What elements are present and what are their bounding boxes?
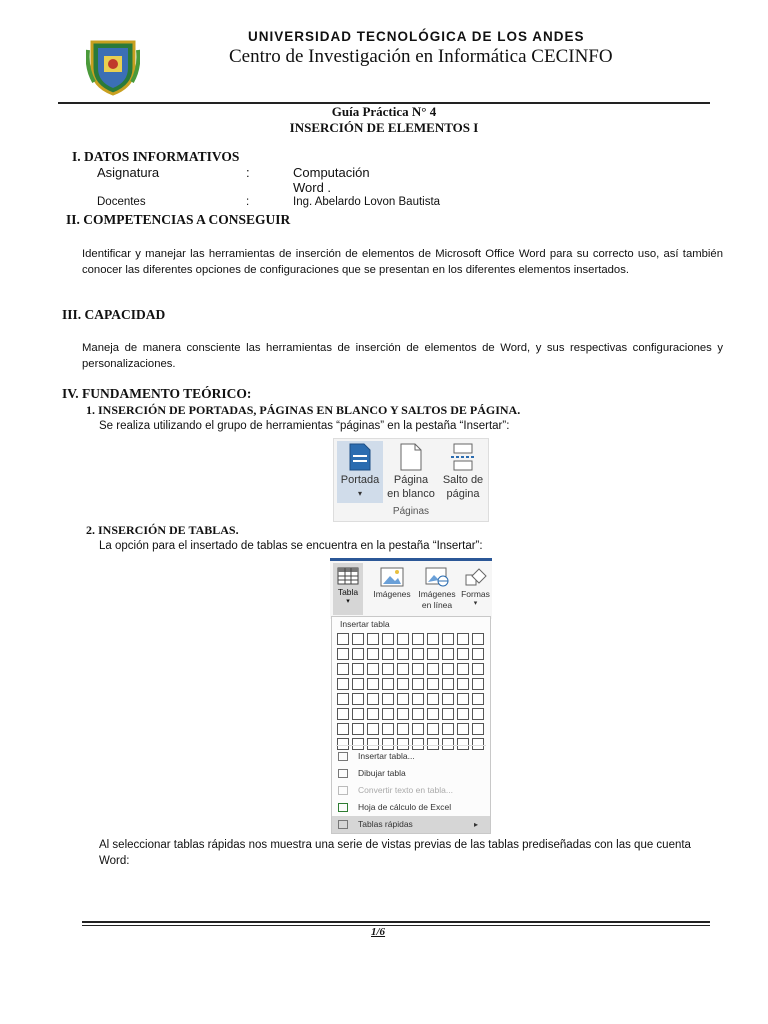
- table-grid-cell[interactable]: [427, 708, 439, 720]
- asignatura-label: Asignatura: [97, 165, 160, 180]
- pagina-en-blanco-label-1: Página: [393, 474, 429, 486]
- subsection-tablas-body: La opción para el insertado de tablas se encuentra en la pestaña “Insertar”:: [99, 540, 483, 552]
- submenu-arrow-icon: ▸: [474, 820, 479, 829]
- table-grid-cell[interactable]: [442, 708, 454, 720]
- table-grid-cell[interactable]: [397, 708, 409, 720]
- table-grid-cell[interactable]: [412, 723, 424, 735]
- section-heading-competencias: II. COMPETENCIAS A CONSEGUIR: [66, 212, 291, 227]
- table-grid-cell[interactable]: [382, 693, 394, 705]
- table-grid-cell[interactable]: [367, 633, 379, 645]
- table-grid-cell[interactable]: [442, 663, 454, 675]
- section-heading-fundamento: IV. FUNDAMENTO TEÓRICO:: [62, 386, 252, 401]
- page-number: 1/6: [371, 926, 386, 938]
- formas-label: Formas: [461, 589, 490, 599]
- table-grid-cell[interactable]: [367, 648, 379, 660]
- menu-item-label: Tablas rápidas: [358, 819, 413, 829]
- table-grid-cell[interactable]: [427, 648, 439, 660]
- page-break-icon: [450, 443, 476, 471]
- menu-separator: [336, 745, 486, 746]
- table-grid-cell[interactable]: [427, 678, 439, 690]
- table-grid-cell[interactable]: [397, 663, 409, 675]
- menu-item-insertar-tabla[interactable]: [332, 748, 490, 765]
- capacidad-body: Maneja de manera consciente las herramientas de inserción de elementos de Word, y sus respectivas configuraciones y personalizaciones.: [82, 342, 723, 370]
- excel-sheet-icon: [338, 803, 348, 812]
- subsection-tablas-heading: 2. INSERCIÓN DE TABLAS.: [86, 523, 239, 537]
- salto-de-pagina-label-1: Salto de: [442, 474, 484, 486]
- table-grid-cell[interactable]: [382, 633, 394, 645]
- table-grid-cell[interactable]: [457, 693, 469, 705]
- imagenes-en-linea-button[interactable]: [416, 563, 458, 615]
- portada-label: Portada: [340, 474, 380, 486]
- table-grid-cell[interactable]: [442, 693, 454, 705]
- table-grid-cell[interactable]: [352, 723, 364, 735]
- table-grid-cell[interactable]: [472, 708, 484, 720]
- footer-divider-bottom: [82, 925, 710, 926]
- footer-divider-top: [82, 921, 710, 923]
- table-grid-cell[interactable]: [427, 633, 439, 645]
- guide-topic: INSERCIÓN DE ELEMENTOS I: [289, 120, 479, 135]
- formas-arrow-icon: ▾: [473, 600, 478, 607]
- asignatura-value-2: Word .: [293, 180, 332, 195]
- quick-tables-icon: [338, 820, 348, 829]
- competencias-body: Identificar y manejar las herramientas de inserción de elementos de Microsoft Office Word para su correcto uso, así también conocer las diferentes opciones de configuraciones que se presentan en los diferentes elementos insertados.: [82, 248, 723, 276]
- menu-title: Insertar tabla: [340, 619, 390, 629]
- pagina-en-blanco-button[interactable]: [385, 441, 437, 503]
- subsection-portadas-heading: 1. INSERCIÓN DE PORTADAS, PÁGINAS EN BLANCO Y SALTOS DE PÁGINA.: [86, 403, 521, 417]
- portada-button[interactable]: [337, 441, 383, 503]
- menu-item-hoja-excel[interactable]: [332, 799, 490, 816]
- table-grid-cell[interactable]: [352, 693, 364, 705]
- table-grid-cell[interactable]: [382, 723, 394, 735]
- table-grid-cell[interactable]: [352, 663, 364, 675]
- table-grid-cell[interactable]: [472, 633, 484, 645]
- docentes-value: Ing. Abelardo Lovon Bautista: [293, 196, 441, 208]
- table-grid-cell[interactable]: [472, 693, 484, 705]
- table-grid-cell[interactable]: [382, 708, 394, 720]
- table-grid-cell[interactable]: [412, 648, 424, 660]
- table-grid-cell[interactable]: [397, 693, 409, 705]
- table-grid-cell[interactable]: [382, 648, 394, 660]
- table-grid-cell[interactable]: [427, 663, 439, 675]
- table-grid-cell[interactable]: [382, 678, 394, 690]
- menu-item-label: Dibujar tabla: [358, 768, 406, 778]
- table-grid-cell[interactable]: [337, 708, 349, 720]
- guide-title: Guía Práctica N° 4: [331, 104, 437, 119]
- shapes-icon: [464, 567, 488, 587]
- table-grid-cell[interactable]: [412, 633, 424, 645]
- online-picture-icon: [425, 567, 449, 587]
- table-grid-cell[interactable]: [337, 663, 349, 675]
- convert-text-icon: [338, 786, 348, 795]
- paginas-group-label: Páginas: [392, 506, 430, 517]
- table-grid-cell[interactable]: [397, 678, 409, 690]
- table-grid-cell[interactable]: [472, 648, 484, 660]
- table-size-grid[interactable]: [337, 633, 484, 750]
- table-grid-cell[interactable]: [367, 723, 379, 735]
- menu-item-label: Hoja de cálculo de Excel: [358, 802, 452, 812]
- table-grid-cell[interactable]: [457, 708, 469, 720]
- blank-page-icon: [400, 443, 422, 471]
- table-grid-cell[interactable]: [337, 678, 349, 690]
- table-grid-cell[interactable]: [397, 648, 409, 660]
- docentes-label: Docentes: [97, 196, 146, 208]
- university-crest-icon: [86, 38, 140, 96]
- table-grid-cell[interactable]: [472, 723, 484, 735]
- table-grid-cell[interactable]: [352, 633, 364, 645]
- docentes-colon: :: [246, 196, 250, 208]
- table-grid-cell[interactable]: [352, 648, 364, 660]
- table-grid-cell[interactable]: [367, 678, 379, 690]
- portada-arrow-icon: ▾: [357, 489, 362, 498]
- table-grid-cell[interactable]: [412, 663, 424, 675]
- university-name: UNIVERSIDAD TECNOLÓGICA DE LOS ANDES: [248, 29, 585, 44]
- table-grid-cell[interactable]: [337, 693, 349, 705]
- menu-item-dibujar-tabla[interactable]: [332, 765, 490, 782]
- imagenes-en-linea-label-2: en línea: [421, 600, 453, 610]
- table-grid-cell[interactable]: [367, 663, 379, 675]
- center-name: Centro de Investigación en Informática CECINFO: [229, 46, 613, 67]
- table-grid-cell[interactable]: [472, 678, 484, 690]
- table-grid-cell[interactable]: [412, 693, 424, 705]
- table-grid-cell[interactable]: [412, 708, 424, 720]
- table-grid-cell[interactable]: [442, 633, 454, 645]
- insertar-tabla-menu: [331, 616, 491, 834]
- quick-tables-description: Al seleccionar tablas rápidas nos muestra una serie de vistas previas de las tablas prediseñadas con las que cuenta Word:: [99, 839, 691, 867]
- asignatura-colon: :: [246, 165, 250, 180]
- portada-icon: [349, 443, 371, 471]
- draw-table-icon: [338, 769, 348, 778]
- ribbon-ilustraciones: [330, 558, 492, 619]
- table-grid-cell[interactable]: [442, 648, 454, 660]
- menu-item-convertir-texto[interactable]: [332, 782, 490, 799]
- tabla-button[interactable]: [333, 563, 363, 615]
- table-grid-cell[interactable]: [397, 723, 409, 735]
- subsection-portadas-body: Se realiza utilizando el grupo de herramientas “páginas” en la pestaña “Insertar”:: [99, 420, 510, 432]
- imagenes-label: Imágenes: [373, 589, 411, 599]
- table-grid-cell[interactable]: [472, 663, 484, 675]
- formas-button[interactable]: [459, 563, 492, 615]
- picture-icon: [380, 567, 404, 587]
- table-grid-cell[interactable]: [352, 678, 364, 690]
- table-grid-cell[interactable]: [457, 723, 469, 735]
- section-heading-capacidad: III. CAPACIDAD: [62, 307, 166, 322]
- table-grid-cell[interactable]: [337, 633, 349, 645]
- table-grid-cell[interactable]: [427, 693, 439, 705]
- menu-item-label: Insertar tabla...: [358, 751, 415, 761]
- table-grid-cell[interactable]: [337, 648, 349, 660]
- menu-item-label: Convertir texto en tabla...: [358, 785, 453, 795]
- tabla-arrow-icon: ▾: [346, 598, 350, 605]
- table-grid-cell[interactable]: [367, 693, 379, 705]
- salto-de-pagina-label-2: página: [446, 488, 480, 500]
- table-grid-cell[interactable]: [352, 708, 364, 720]
- tabla-label: Tabla: [337, 587, 359, 597]
- table-grid-cell[interactable]: [427, 723, 439, 735]
- ribbon-paginas-group: [333, 438, 489, 522]
- table-grid-cell[interactable]: [442, 678, 454, 690]
- table-grid-cell[interactable]: [367, 708, 379, 720]
- imagenes-en-linea-label-1: Imágenes: [418, 589, 456, 599]
- insert-table-icon: [338, 752, 348, 761]
- table-grid-cell[interactable]: [382, 663, 394, 675]
- asignatura-value: Computación: [293, 165, 370, 180]
- table-icon: [337, 567, 359, 585]
- section-heading-datos: I. DATOS INFORMATIVOS: [72, 149, 240, 164]
- table-grid-cell[interactable]: [457, 648, 469, 660]
- table-grid-cell[interactable]: [397, 633, 409, 645]
- pagina-en-blanco-label-2: en blanco: [387, 488, 435, 500]
- table-grid-cell[interactable]: [412, 678, 424, 690]
- table-grid-cell[interactable]: [457, 663, 469, 675]
- salto-de-pagina-button[interactable]: [438, 441, 488, 503]
- table-grid-cell[interactable]: [442, 723, 454, 735]
- menu-item-tablas-rapidas[interactable]: [332, 816, 490, 833]
- table-grid-cell[interactable]: [457, 633, 469, 645]
- table-grid-cell[interactable]: [457, 678, 469, 690]
- imagenes-button[interactable]: [370, 563, 414, 615]
- table-grid-cell[interactable]: [337, 723, 349, 735]
